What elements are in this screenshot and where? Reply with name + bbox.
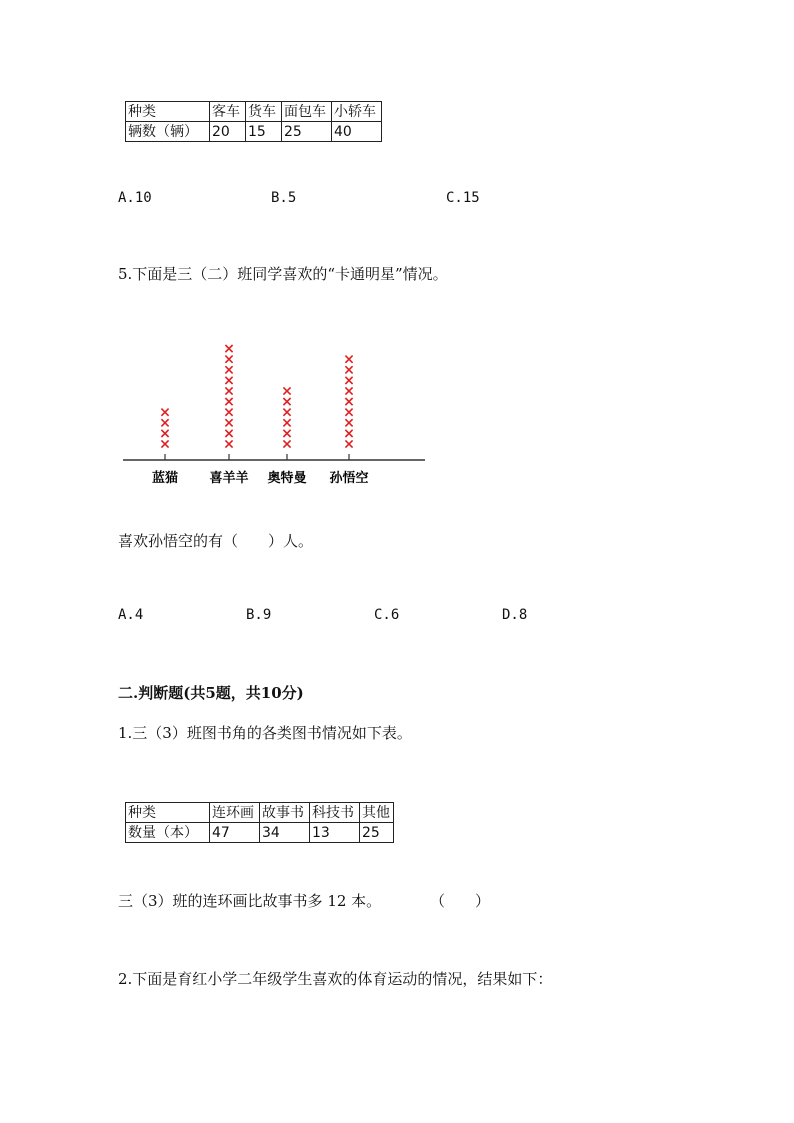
cross-mark	[225, 387, 232, 394]
cross-mark	[225, 345, 232, 352]
table-cell: 科技书	[310, 803, 360, 823]
cross-mark	[225, 356, 232, 363]
cross-mark	[345, 409, 352, 416]
category-label: 奥特曼	[267, 471, 307, 486]
table-cell: 数量（本）	[126, 823, 210, 843]
table-cell: 34	[260, 823, 310, 843]
option-a[interactable]: A.4	[118, 607, 144, 623]
judge-question-1-prompt: 1.三（3）班图书角的各类图书情况如下表。	[118, 724, 412, 742]
table-cell: 连环画	[210, 803, 260, 823]
option-d[interactable]: D.8	[502, 607, 528, 623]
table-cell: 25	[360, 823, 394, 843]
option-b[interactable]: B.5	[271, 190, 297, 206]
table-cell: 其他	[360, 803, 394, 823]
cross-mark	[345, 356, 352, 363]
answer-blank[interactable]: （ ）	[430, 892, 491, 910]
cross-mark	[345, 387, 352, 394]
book-table	[125, 802, 394, 843]
cross-mark	[225, 440, 232, 447]
table-cell: 25	[282, 122, 332, 142]
cross-mark	[283, 387, 290, 394]
cross-mark	[225, 419, 232, 426]
category-label: 孙悟空	[329, 471, 369, 486]
judge-question-2-prompt: 2.下面是育红小学二年级学生喜欢的体育运动的情况，结果如下：	[118, 970, 553, 988]
section-heading: 二.判断题(共5题，共10分)	[118, 684, 304, 702]
cross-mark	[345, 366, 352, 373]
option-b[interactable]: B.9	[246, 607, 272, 623]
cross-mark	[225, 366, 232, 373]
cross-mark	[225, 377, 232, 384]
table-cell: 客车	[210, 102, 246, 122]
table-cell: 种类	[126, 102, 210, 122]
table-cell: 20	[210, 122, 246, 142]
table-cell: 面包车	[282, 102, 332, 122]
question-5-prompt: 5.下面是三（二）班同学喜欢的“卡通明星”情况。	[118, 265, 448, 283]
cross-mark	[345, 440, 352, 447]
table-cell: 40	[332, 122, 382, 142]
option-a[interactable]: A.10	[118, 190, 152, 206]
cross-mark	[283, 398, 290, 405]
cross-mark	[283, 440, 290, 447]
question-5-text: 喜欢孙悟空的有（ ）人。	[118, 532, 314, 550]
judge-question-1-statement: 三（3）班的连环画比故事书多 12 本。	[118, 892, 382, 910]
table-header-row	[126, 803, 394, 823]
table-cell: 15	[246, 122, 282, 142]
table-cell: 故事书	[260, 803, 310, 823]
table-cell: 小轿车	[332, 102, 382, 122]
table-cell: 13	[310, 823, 360, 843]
cross-mark	[345, 377, 352, 384]
cross-mark	[161, 440, 168, 447]
option-c[interactable]: C.15	[446, 190, 480, 206]
table-cell: 47	[210, 823, 260, 843]
table-row	[126, 823, 394, 843]
cross-mark	[283, 419, 290, 426]
category-label: 蓝猫	[151, 471, 179, 486]
table-cell: 货车	[246, 102, 282, 122]
table-cell: 辆数（辆）	[126, 122, 210, 142]
cross-mark	[225, 398, 232, 405]
table-cell: 种类	[126, 803, 210, 823]
option-c[interactable]: C.6	[374, 607, 400, 623]
cross-mark	[161, 409, 168, 416]
cross-mark	[283, 409, 290, 416]
cross-mark	[161, 419, 168, 426]
cross-mark	[225, 409, 232, 416]
cross-mark	[345, 398, 352, 405]
cross-mark	[345, 419, 352, 426]
cross-mark	[161, 430, 168, 437]
cross-mark	[345, 430, 352, 437]
cross-mark	[283, 430, 290, 437]
category-label: 喜羊羊	[209, 471, 249, 486]
cross-mark	[225, 430, 232, 437]
